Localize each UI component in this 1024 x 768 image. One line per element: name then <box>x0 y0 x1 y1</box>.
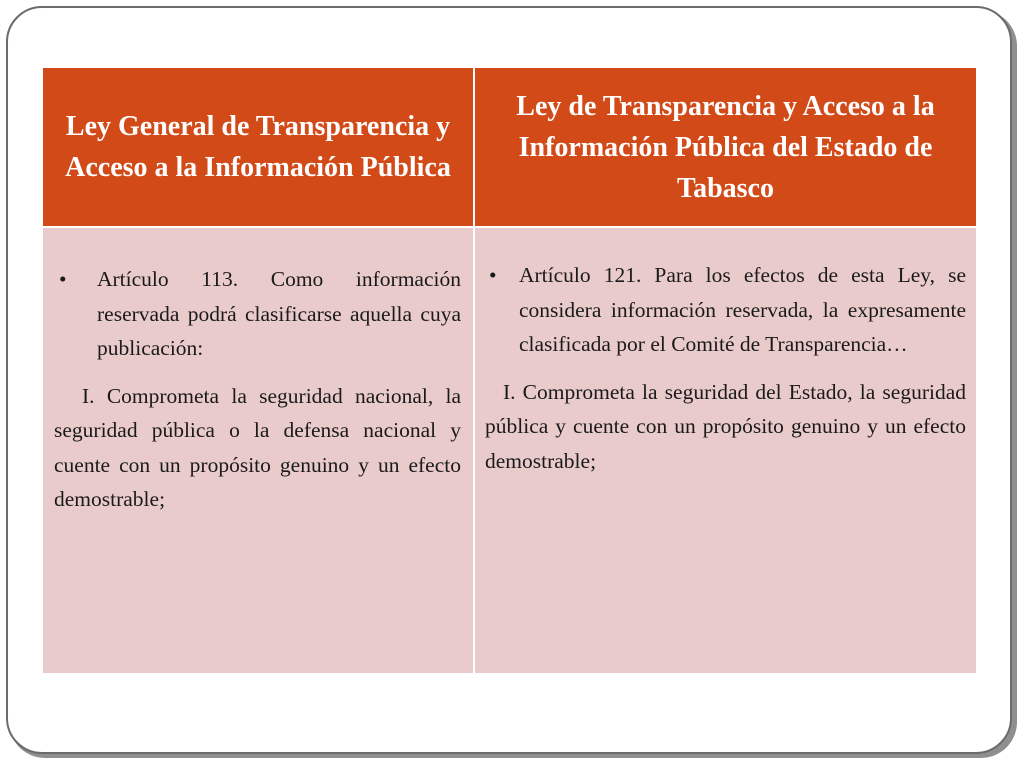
article-121-fraction-i: I. Comprometa la seguridad del Estado, la seguridad pública y cuente con un propósito genuino y un efecto demostrable; <box>485 379 966 473</box>
article-113-item <box>54 262 461 366</box>
article-113-text: Artículo 113. Como información reservada podrá clasificarse aquella cuya publicación: <box>97 267 461 360</box>
bullet-icon: • <box>489 263 497 287</box>
cell-ley-general <box>42 227 474 674</box>
table-header-row <box>42 67 977 227</box>
article-113-fraction-i: I. Comprometa la seguridad nacional, la seguridad pública o la defensa nacional y cuente con un propósito genuino y un efecto demostrable; <box>54 383 461 511</box>
cell-ley-tabasco <box>474 227 977 674</box>
table-body-row <box>42 227 977 674</box>
article-121-text: Artículo 121. Para los efectos de esta Ley, se considera información reservada, la expresamente clasificada por el Comité de Transparencia… <box>519 263 966 356</box>
header-ley-general: Ley General de Transparencia y Acceso a la Información Pública <box>42 67 474 227</box>
header-ley-tabasco: Ley de Transparencia y Acceso a la Información Pública del Estado de Tabasco <box>474 67 977 227</box>
article-121-item <box>485 258 966 362</box>
law-comparison-table <box>41 66 978 675</box>
bullet-icon: • <box>59 267 67 291</box>
